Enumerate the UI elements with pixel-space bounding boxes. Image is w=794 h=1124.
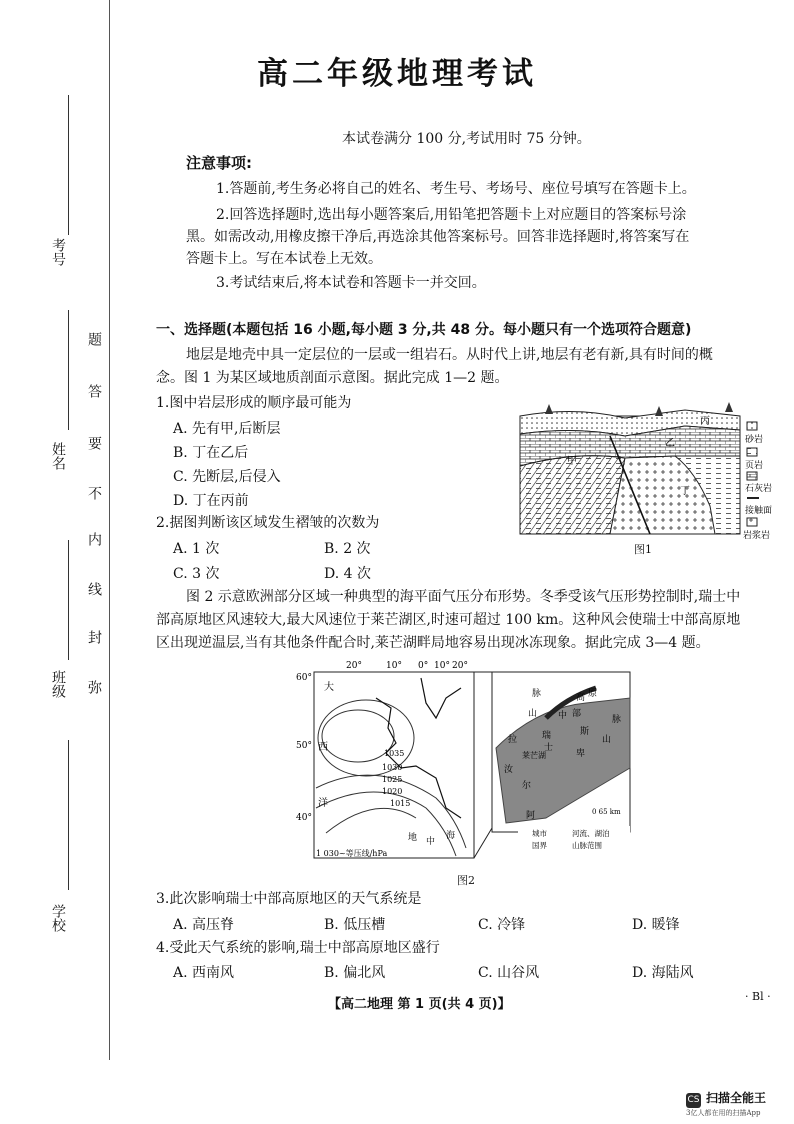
page-footer: 【高二地理 第 1 页(共 4 页)】: [328, 997, 511, 1012]
isobar-label: 1025: [382, 775, 403, 784]
xuexiao-line: [68, 740, 69, 890]
fig1-label-bing: 丙: [700, 416, 710, 427]
ocean-char: 西: [318, 742, 328, 753]
q2-stem: 2.据图判断该区域发生褶皱的次数为: [156, 515, 380, 531]
inset-place: 部: [572, 709, 582, 719]
inset-place: 中: [558, 711, 568, 721]
q4-option-c[interactable]: C. 山谷风: [478, 965, 540, 981]
lat-label: 50°: [296, 741, 312, 751]
notice-item-3: 3.考试结束后,将本试卷和答题卡一并交回。: [216, 275, 486, 291]
fig1-label-jia: 甲: [567, 456, 577, 467]
q1-option-d[interactable]: D. 丁在丙前: [173, 493, 249, 509]
inset-place: 拉: [508, 735, 518, 745]
sea-char: 中: [426, 837, 436, 847]
seal-char: 内: [86, 532, 102, 546]
binding-line: [109, 0, 110, 1060]
inset-place: 山: [602, 735, 612, 745]
section-heading: 一、选择题(本题包括 16 小题,每小题 3 分,共 48 分。每小题只有一个选项符合题意): [156, 322, 692, 338]
figure-1-geologic-section: [515, 396, 783, 541]
q2-option-c[interactable]: C. 3 次: [173, 566, 220, 582]
passage-1-cont: 念。图 1 为某区域地质剖面示意图。据此完成 1—2 题。: [156, 370, 509, 386]
inset-legend-border: 国界: [532, 841, 547, 850]
q3-option-d[interactable]: D. 暖锋: [632, 917, 680, 933]
figure-1-caption: 图1: [634, 543, 652, 556]
seal-char: 答: [86, 384, 102, 398]
inset-place: 脉: [612, 715, 622, 725]
lon-label: 20°: [452, 661, 468, 671]
notice-heading: 注意事项:: [186, 154, 252, 172]
q3-stem: 3.此次影响瑞士中部高原地区的天气系统是: [156, 891, 422, 907]
ocean-char: 大: [324, 682, 334, 693]
seal-char: 题: [86, 332, 102, 346]
notice-item-2-cont: 黑。如需改动,用橡皮擦干净后,再选涂其他答案标号。回答非选择题时,将答案写在: [186, 229, 690, 245]
kaohao-label: 考号: [50, 238, 66, 266]
xuexiao-label: 学校: [50, 904, 66, 932]
lon-label: 20°: [346, 661, 362, 671]
seal-char: 要: [86, 436, 102, 450]
seal-char: 封: [86, 630, 102, 644]
figure-2-caption: 图2: [457, 874, 475, 887]
fig1-legend-limestone: 石灰岩: [745, 484, 773, 494]
sea-char: 海: [446, 831, 456, 841]
fig1-legend-igneous: 岩浆岩: [743, 531, 771, 541]
inset-place: 原: [588, 689, 598, 699]
q3-option-a[interactable]: A. 高压脊: [173, 917, 235, 933]
passage-2-cont: 部高原地区风速较大,最大风速位于莱芒湖区,时速可超过 100 km。这种风会使瑞士中部高原地: [156, 612, 741, 628]
q1-option-c[interactable]: C. 先断层,后侵入: [173, 469, 281, 485]
isobar-label: 1035: [384, 749, 405, 758]
kaohao-line: [68, 95, 69, 235]
passage-2: 图 2 示意欧洲部分区域一种典型的海平面气压分布形势。冬季受该气压形势控制时,瑞士中: [186, 589, 741, 605]
xingming-label: 姓名: [50, 442, 66, 470]
q4-stem: 4.受此天气系统的影响,瑞士中部高原地区盛行: [156, 940, 440, 956]
q1-option-b[interactable]: B. 丁在乙后: [173, 445, 249, 461]
q4-option-b[interactable]: B. 偏北风: [324, 965, 386, 981]
q2-option-a[interactable]: A. 1 次: [173, 541, 220, 557]
inset-place: 尔: [522, 781, 532, 791]
inset-place: 斯: [580, 727, 590, 737]
notice-item-2: 2.回答选择题时,选出每小题答案后,用铅笔把答题卡上对应题目的答案标号涂: [216, 207, 687, 223]
q1-option-a[interactable]: A. 先有甲,后断层: [173, 421, 281, 437]
fig1-label-ding: 丁: [680, 486, 690, 497]
corner-mark: · Bl ·: [745, 990, 771, 1003]
scanner-logo: CS: [686, 1093, 701, 1108]
lon-label: 10°: [434, 661, 450, 671]
passage-1: 地层是地壳中具一定层位的一层或一组岩石。从时代上讲,地层有老有新,具有时间的概: [186, 347, 713, 363]
inset-place: 卑: [576, 749, 586, 759]
seal-char: 线: [86, 582, 102, 596]
inset-place: 瑞: [542, 731, 552, 741]
inset-scale: 0 65 km: [592, 808, 621, 816]
lat-label: 60°: [296, 673, 312, 683]
inset-place: 阿: [526, 811, 536, 821]
passage-2-cont: 区出现逆温层,当有其他条件配合时,莱芒湖畔局地容易出现冰冻现象。据此完成 3—4 题。: [156, 635, 710, 651]
fig1-legend-contact: 接触面: [745, 506, 773, 516]
notice-item-2-cont: 答题卡上。写在本试卷上无效。: [186, 251, 382, 267]
banji-label: 班级: [50, 670, 66, 698]
inset-legend-city: 城市: [532, 829, 547, 838]
fig1-label-yi: 乙: [665, 438, 675, 449]
lon-label: 10°: [386, 661, 402, 671]
isobar-label: 1030: [382, 763, 403, 772]
notice-item-1: 1.答题前,考生务必将自己的姓名、考生号、考场号、座位号填写在答题卡上。: [216, 181, 696, 197]
isobar-legend: 1 030~等压线/hPa: [316, 849, 388, 858]
ocean-char: 洋: [318, 798, 328, 809]
q4-option-a[interactable]: A. 西南风: [173, 965, 235, 981]
sea-char: 地: [408, 833, 418, 843]
q3-option-b[interactable]: B. 低压槽: [324, 917, 386, 933]
lon-label: 0°: [418, 661, 429, 671]
q2-option-d[interactable]: D. 4 次: [324, 566, 371, 582]
inset-place: 士: [544, 743, 554, 753]
inset-legend-water: 河流、湖泊: [572, 829, 610, 838]
lat-label: 40°: [296, 813, 312, 823]
intro-line: 本试卷满分 100 分,考试用时 75 分钟。: [342, 131, 591, 147]
q1-stem: 1.图中岩层形成的顺序最可能为: [156, 395, 352, 411]
q3-option-c[interactable]: C. 冷锋: [478, 917, 526, 933]
figure-2-pressure-map: [296, 658, 634, 868]
banji-line: [68, 540, 69, 660]
inset-place: 脉: [532, 689, 542, 699]
page-title: 高二年级地理考试: [257, 56, 537, 92]
inset-place: 汝: [504, 765, 514, 775]
isobar-label: 1015: [390, 799, 411, 808]
fig1-legend-sandstone: 砂岩: [745, 435, 764, 445]
seal-char: 弥: [86, 680, 102, 694]
fig1-legend-shale: 页岩: [745, 461, 764, 471]
seal-char: 不: [86, 486, 102, 500]
inset-place: 高: [576, 693, 586, 703]
scanner-name: 扫描全能王: [706, 1091, 767, 1105]
q4-option-d[interactable]: D. 海陆风: [632, 965, 694, 981]
inset-place: 莱芒湖: [522, 751, 546, 760]
q2-option-b[interactable]: B. 2 次: [324, 541, 371, 557]
scanner-subtitle: 3亿人都在用的扫描App: [686, 1109, 761, 1117]
isobar-label: 1020: [382, 787, 403, 796]
inset-place: 山: [528, 709, 538, 719]
inset-legend-mountain: 山脉范围: [572, 841, 602, 850]
xingming-line: [68, 310, 69, 430]
